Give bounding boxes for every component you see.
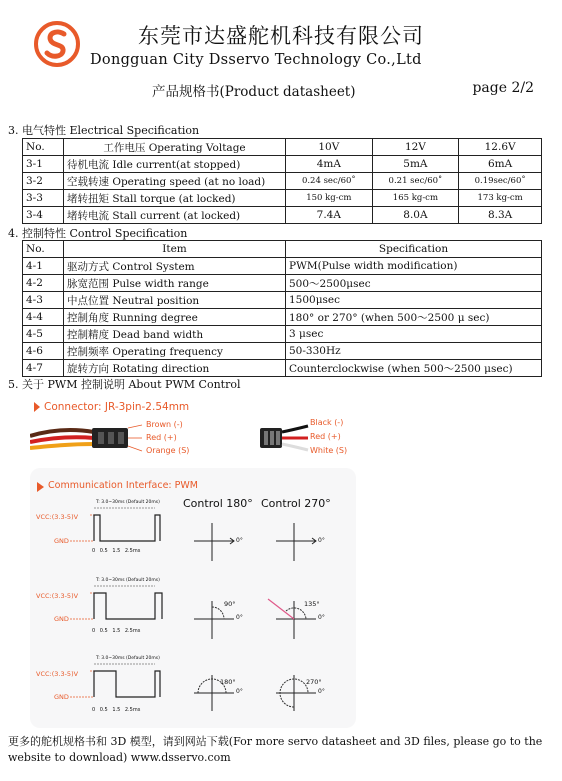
table-row <box>23 173 542 190</box>
cell-value: 7.4A <box>286 207 373 224</box>
cell-spec: PWM(Pulse width modification) <box>286 258 542 275</box>
table-row <box>23 309 542 326</box>
gnd-label: GND <box>54 693 69 701</box>
cell-no: 3-2 <box>23 173 64 190</box>
period-label: T: 3.0~30ms (Default 20ms) <box>96 578 160 583</box>
cell-no: 4-4 <box>23 309 64 326</box>
section-electrical-title: 3. 电气特性 Electrical Specification <box>8 124 200 137</box>
wire-label: Red (+) <box>310 432 341 441</box>
wire-label: Brown (-) <box>146 420 183 429</box>
cell-no: 4-2 <box>23 275 64 292</box>
header-cell: 工作电压 Operating Voltage <box>64 139 286 156</box>
cell-value: 173 kg-cm <box>459 190 542 207</box>
cell-spec: 500～2500μsec <box>286 275 542 292</box>
angle-zero-label: 0° <box>236 537 243 544</box>
section-control-title: 4. 控制特性 Control Specification <box>8 227 188 240</box>
angle-zero-label: 0° <box>318 537 325 544</box>
wire-black <box>282 426 308 432</box>
cell-no: 3-3 <box>23 190 64 207</box>
cell-item: 中点位置 Neutral position <box>64 292 286 309</box>
cell-no: 4-1 <box>23 258 64 275</box>
angle-zero-label: 0° <box>318 614 325 621</box>
cell-no: 4-6 <box>23 343 64 360</box>
table-row <box>23 275 542 292</box>
angle-label-90: 90° <box>224 600 236 608</box>
electrical-table <box>22 138 542 224</box>
angle-label-135: 135° <box>304 600 320 608</box>
cell-no: 3-4 <box>23 207 64 224</box>
header-cell: 10V <box>286 139 373 156</box>
cell-spec: 50-330Hz <box>286 343 542 360</box>
pwm-waveform-3 <box>70 661 170 703</box>
cell-item: 控制频率 Operating frequency <box>64 343 286 360</box>
cell-value: 8.0A <box>372 207 459 224</box>
header-cell: Item <box>64 241 286 258</box>
cell-item: 控制角度 Running degree <box>64 309 286 326</box>
doc-title: 产品规格书(Product datasheet) <box>152 84 356 100</box>
pwm-waveform-1 <box>70 505 170 547</box>
interface-title: Communication Interface: PWM <box>48 480 198 491</box>
vcc-label: VCC:(3.3-5)V <box>36 513 79 521</box>
cell-no: 3-1 <box>23 156 64 173</box>
section-pwm-title: 5. 关于 PWM 控制说明 About PWM Control <box>8 378 241 391</box>
header-cell: Specification <box>286 241 542 258</box>
arrow-icon <box>36 482 46 492</box>
period-label: T: 3.0~30ms (Default 20ms) <box>96 500 160 505</box>
arrow-icon <box>34 402 40 412</box>
cell-value: 4mA <box>286 156 373 173</box>
cell-value: 8.3A <box>459 207 542 224</box>
header-cell: No. <box>23 241 64 258</box>
company-name-cn: 东莞市达盛舵机科技有限公司 <box>138 24 424 48</box>
cell-item: 堵转电流 Stall current (at locked) <box>64 207 286 224</box>
footer-note: 更多的舵机规格书和 3D 模型，请到网站下载(For more servo datasheet and 3D files, please go to the website to download) www.dsservo.com <box>8 735 543 764</box>
wire-white <box>282 444 308 450</box>
pwm-waveform-2 <box>70 583 170 625</box>
cell-value: 5mA <box>372 156 459 173</box>
table-row <box>23 360 542 377</box>
header-cell: 12.6V <box>459 139 542 156</box>
cell-value: 165 kg-cm <box>372 190 459 207</box>
column-label-180: Control 180° <box>183 497 253 510</box>
cell-item: 堵转扭矩 Stall torque (at locked) <box>64 190 286 207</box>
page-number: page 2/2 <box>472 80 534 96</box>
cell-value: 0.19sec/60˚ <box>459 173 542 190</box>
table-row <box>23 326 542 343</box>
table-header-row <box>23 241 542 258</box>
angle-label-180: 180° <box>220 678 236 686</box>
header-cell: No. <box>23 139 64 156</box>
cell-spec: Counterclockwise (when 500～2500 μsec) <box>286 360 542 377</box>
gnd-label: GND <box>54 537 69 545</box>
cell-item: 脉宽范围 Pulse width range <box>64 275 286 292</box>
tick-labels: 0 0.5 1.5 2.5ms <box>92 707 141 713</box>
column-label-270: Control 270° <box>261 497 331 510</box>
cell-spec: 3 μsec <box>286 326 542 343</box>
cell-spec: 1500μsec <box>286 292 542 309</box>
wire-label: White (S) <box>310 446 348 455</box>
vcc-label: VCC:(3.3-5)V <box>36 670 79 678</box>
cell-item: 驱动方式 Control System <box>64 258 286 275</box>
table-header-row <box>23 139 542 156</box>
table-row <box>23 190 542 207</box>
cell-value: 0.21 sec/60˚ <box>372 173 459 190</box>
period-label: T: 3.0~30ms (Default 20ms) <box>96 656 160 661</box>
control-table <box>22 240 542 377</box>
table-row <box>23 156 542 173</box>
tick-labels: 0 0.5 1.5 2.5ms <box>92 548 141 554</box>
wire-red <box>30 437 94 442</box>
tick-labels: 0 0.5 1.5 2.5ms <box>92 628 141 634</box>
angle-label-270: 270° <box>306 678 322 686</box>
angle-zero-label: 0° <box>236 614 243 621</box>
table-row <box>23 258 542 275</box>
vcc-label: VCC:(3.3-5)V <box>36 592 79 600</box>
table-row <box>23 343 542 360</box>
wire-brown <box>30 430 94 436</box>
gnd-label: GND <box>54 615 69 623</box>
cell-item: 旋转方向 Rotating direction <box>64 360 286 377</box>
cell-no: 4-7 <box>23 360 64 377</box>
wire-orange <box>30 444 94 448</box>
cell-no: 4-3 <box>23 292 64 309</box>
cell-spec: 180° or 270° (when 500～2500 μ sec) <box>286 309 542 326</box>
cell-value: 6mA <box>459 156 542 173</box>
wire-label: Black (-) <box>310 418 344 427</box>
wire-label: Red (+) <box>146 433 177 442</box>
cell-value: 0.24 sec/60˚ <box>286 173 373 190</box>
cell-item: 待机电流 Idle current(at stopped) <box>64 156 286 173</box>
table-row <box>23 207 542 224</box>
wire-label: Orange (S) <box>146 446 190 455</box>
angle-zero-label: 0° <box>318 688 325 695</box>
header-cell: 12V <box>372 139 459 156</box>
company-name-en: Dongguan City Dsservo Technology Co.,Ltd <box>90 52 422 68</box>
cell-item: 空载转速 Operating speed (at no load) <box>64 173 286 190</box>
cell-item: 控制精度 Dead band width <box>64 326 286 343</box>
cell-no: 4-5 <box>23 326 64 343</box>
angle-zero-label: 0° <box>236 688 243 695</box>
connector-title: Connector: JR-3pin-2.54mm <box>44 401 190 413</box>
table-row <box>23 292 542 309</box>
cell-value: 150 kg-cm <box>286 190 373 207</box>
